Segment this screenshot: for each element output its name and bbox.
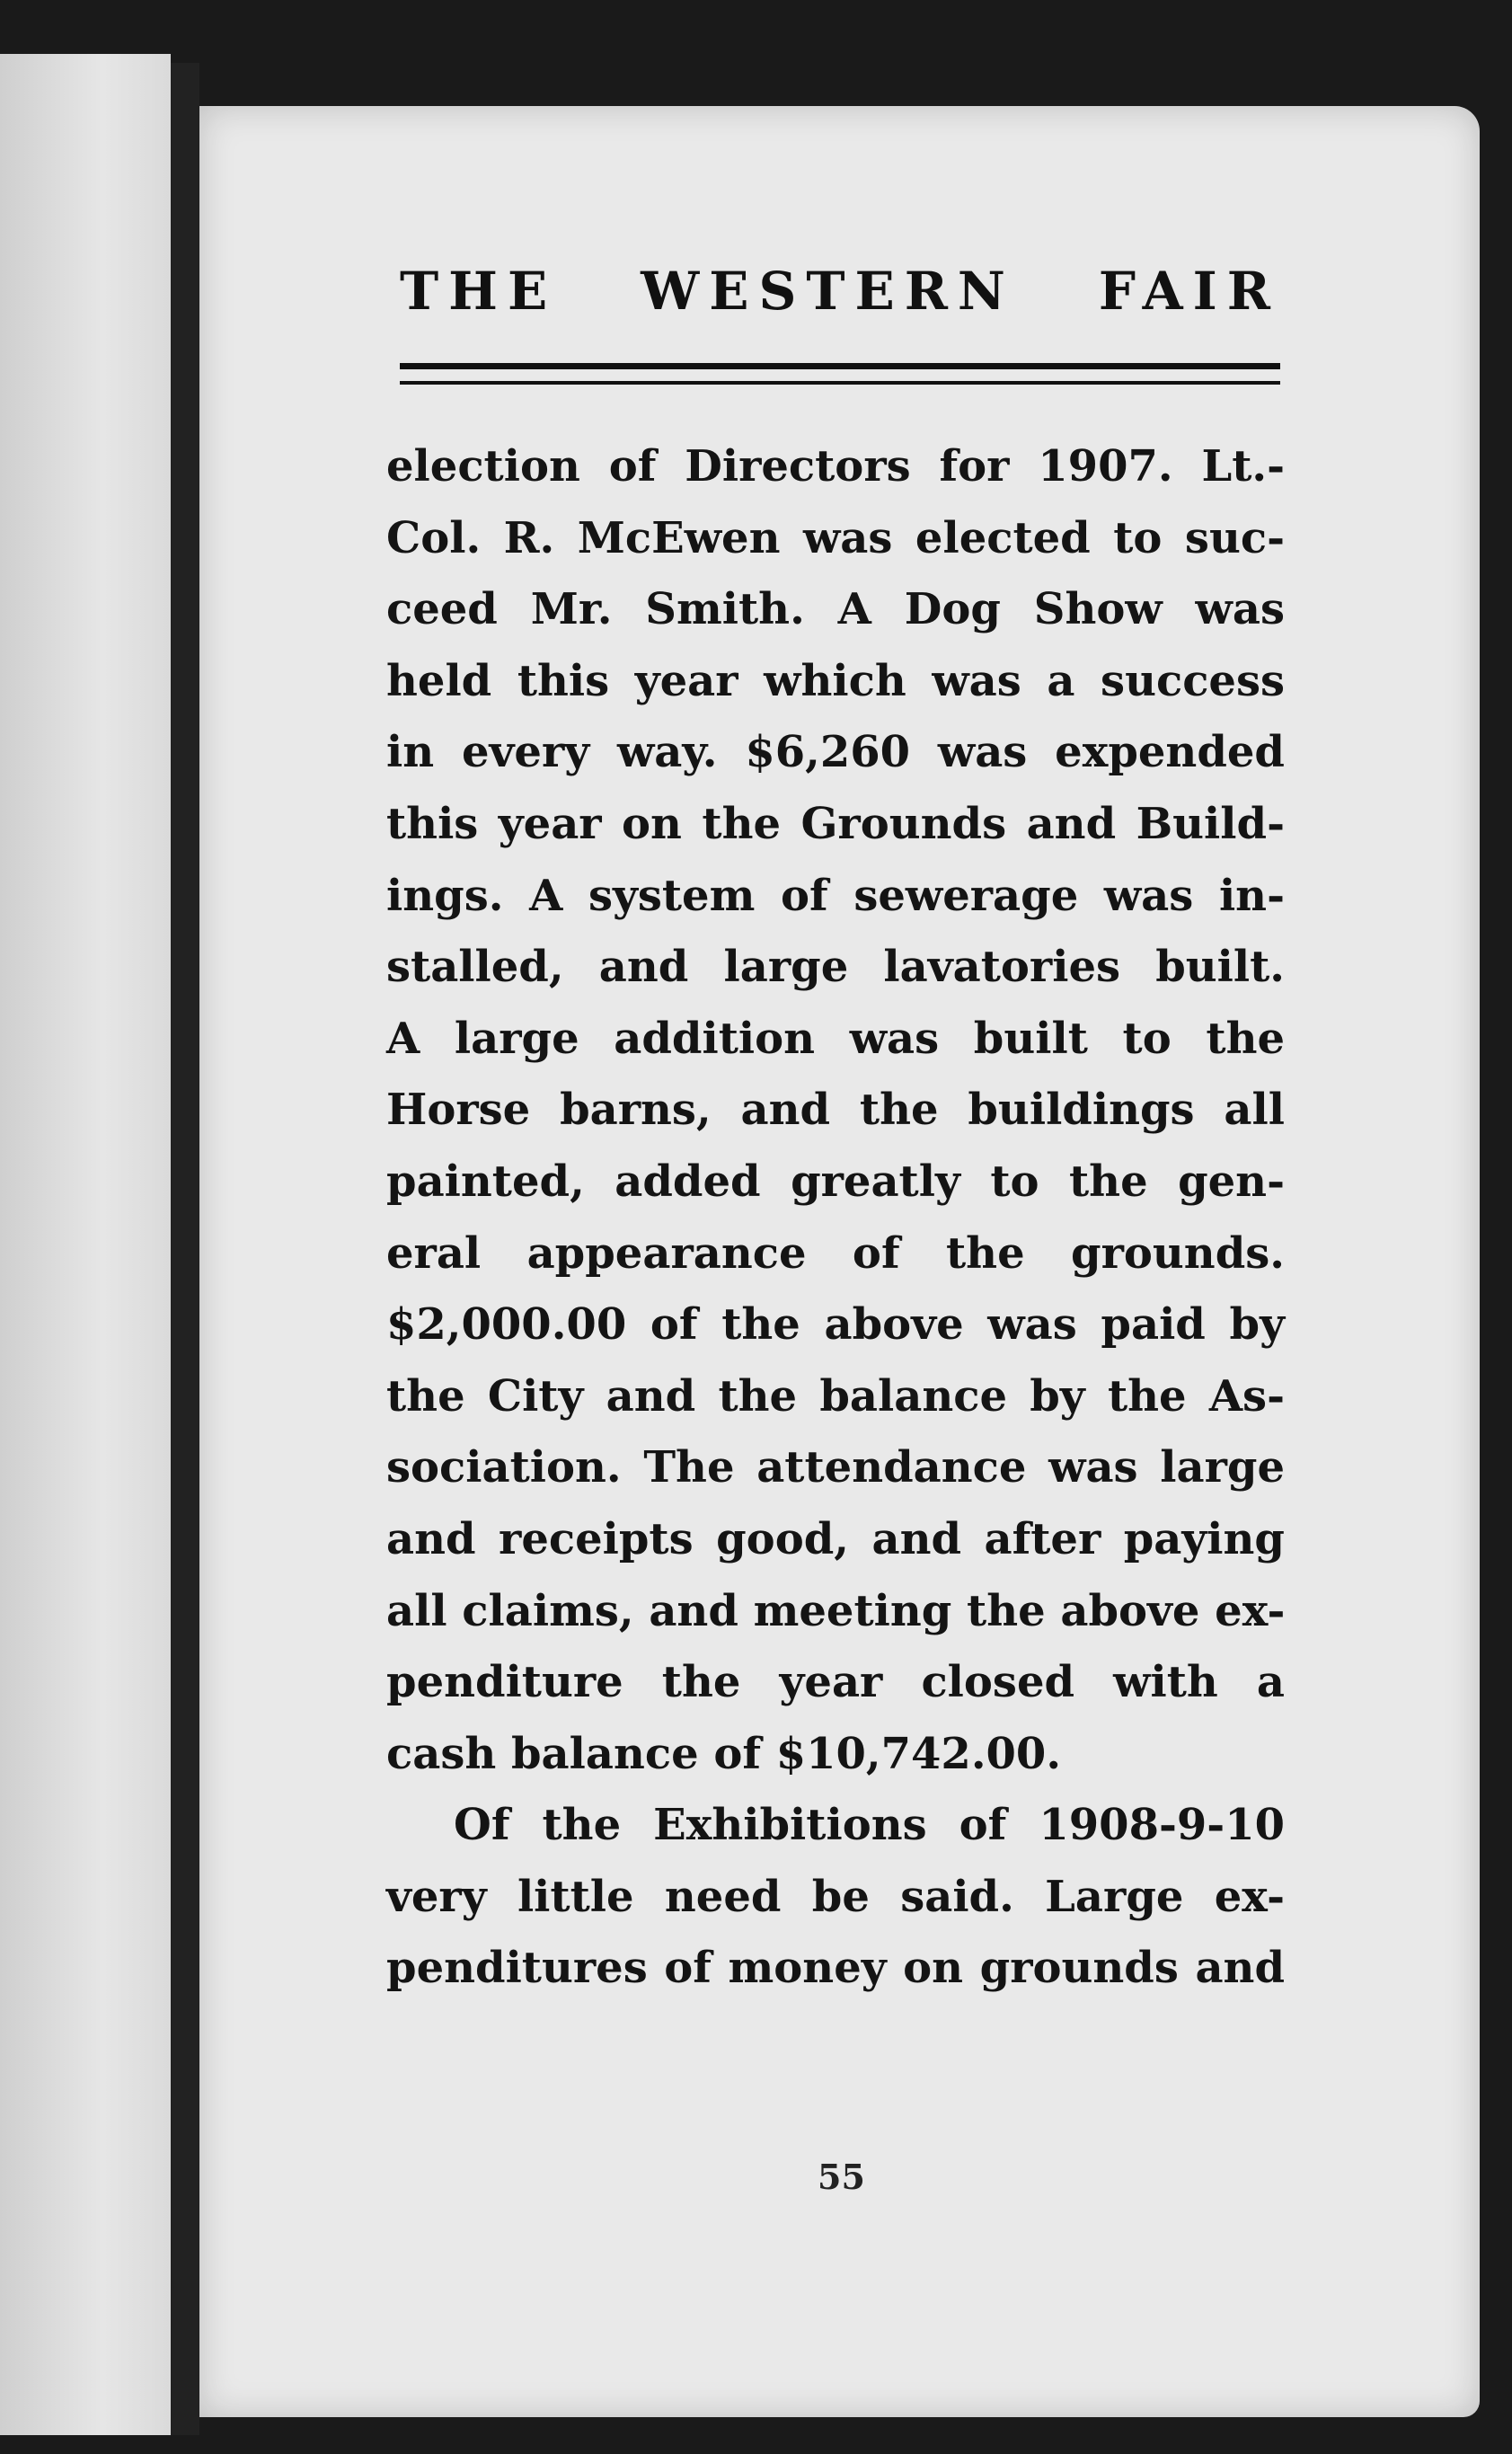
text-line: painted, added greatly to the gen- — [386, 1156, 1285, 1207]
text-line: and receipts good, and after paying — [386, 1513, 1285, 1564]
text-line: all claims, and meeting the above ex- — [386, 1585, 1286, 1636]
text-line: very little need be said. Large ex- — [386, 1871, 1285, 1922]
text-line: ceed Mr. Smith. A Dog Show was — [386, 584, 1285, 635]
running-head-word: FAIR — [1098, 261, 1280, 322]
text-line: the City and the balance by the As- — [386, 1370, 1285, 1422]
text-line: eral appearance of the grounds. — [386, 1227, 1285, 1279]
header-rule-thick — [400, 363, 1280, 369]
text-line: ings. A system of sewerage was in- — [386, 870, 1285, 921]
text-line: $2,000.00 of the above was paid by — [386, 1299, 1285, 1351]
running-head-word: WESTERN — [641, 261, 1015, 322]
book-spine — [171, 63, 199, 2435]
text-line: Of the Exhibitions of 1908-9-10 — [454, 1800, 1285, 1851]
header-rule-thin — [400, 381, 1280, 385]
page-number: 55 — [818, 2157, 865, 2197]
text-line: election of Directors for 1907. Lt.- — [386, 441, 1285, 492]
text-line: cash balance of $10,742.00. — [386, 1728, 1062, 1779]
text-line: stalled, and large lavatories built. — [386, 942, 1285, 993]
text-line: penditure the year closed with a — [386, 1657, 1285, 1708]
body-text — [386, 431, 1285, 2005]
text-line: this year on the Grounds and Build- — [386, 798, 1285, 849]
text-line: in every way. $6,260 was expended — [386, 727, 1285, 778]
text-line: sociation. The attendance was large — [386, 1442, 1285, 1493]
text-line: Col. R. McEwen was elected to suc- — [386, 512, 1285, 563]
text-line: held this year which was a success — [386, 655, 1285, 706]
text-line: A large addition was built to the — [386, 1013, 1285, 1064]
facing-page — [0, 54, 171, 2435]
running-head-word: THE — [400, 261, 558, 322]
text-line: Horse barns, and the buildings all — [386, 1085, 1285, 1136]
text-line: penditures of money on grounds and — [386, 1943, 1285, 1994]
running-head — [400, 261, 1280, 322]
